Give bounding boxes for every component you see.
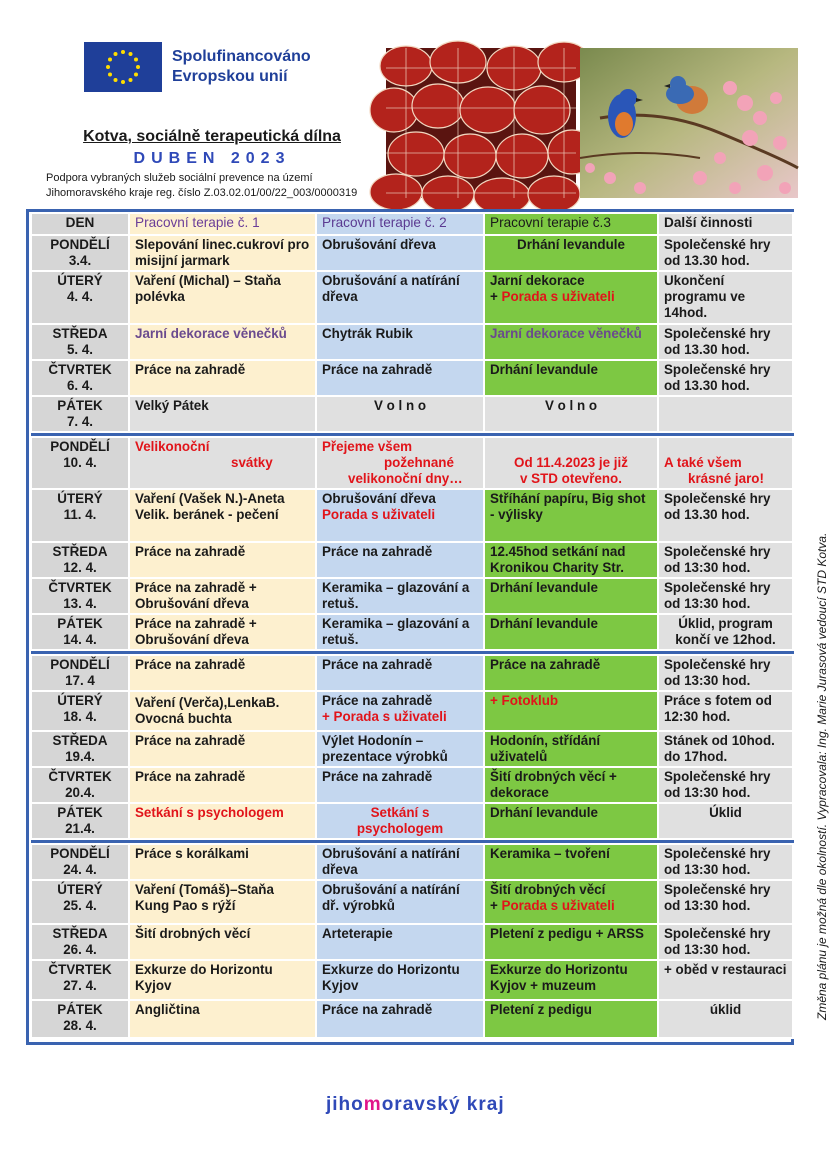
table-row — [31, 844, 793, 880]
other-cell: Společenské hry od 13.30 hod. — [658, 489, 793, 542]
other-cell: Společenské hry od 13:30 hod. — [658, 844, 793, 880]
therapy3-cell: Drhání levandule — [484, 803, 658, 839]
other-cell: Společenské hry od 13:30 hod. — [658, 542, 793, 578]
therapy3-cell: Od 11.4.2023 je již v STD otevřeno. — [484, 437, 658, 489]
therapy2-cell: Arteterapie — [316, 924, 484, 960]
header-row — [31, 213, 793, 235]
header-therapy3: Pracovní terapie č.3 — [484, 213, 658, 235]
table-row — [31, 437, 793, 489]
therapy1-cell: Jarní dekorace věnečků — [129, 324, 316, 360]
therapy1-cell: Práce na zahradě — [129, 655, 316, 691]
table-row — [31, 655, 793, 691]
side-note — [800, 388, 829, 1020]
therapy3-cell: Hodonín, střídání uživatelů — [484, 731, 658, 767]
table-row — [31, 880, 793, 924]
therapy1-cell: Vaření (Verča),LenkaB. Ovocná buchta — [129, 691, 316, 731]
therapy2-cell: Exkurze do Horizontu Kyjov — [316, 960, 484, 1000]
therapy3-cell: Drhání levandule — [484, 360, 658, 396]
therapy2-cell: Keramika – glazování a retuš. — [316, 578, 484, 614]
day-cell: PÁTEK 7. 4. — [31, 396, 129, 432]
therapy1-cell: Vaření (Vašek N.)-Aneta Velik. beránek - pečení — [129, 489, 316, 542]
therapy2-cell: Práce na zahradě — [316, 655, 484, 691]
therapy1-cell: Angličtina — [129, 1000, 316, 1038]
day-cell: STŘEDA 12. 4. — [31, 542, 129, 578]
therapy1-cell: Práce s korálkami — [129, 844, 316, 880]
day-cell: STŘEDA 26. 4. — [31, 924, 129, 960]
therapy2-cell: Přejeme všem požehnané velikonoční dny… — [316, 437, 484, 489]
therapy2-cell: Obrušování a natírání dřeva — [316, 271, 484, 324]
other-cell: Společenské hry od 13.30 hod. — [658, 360, 793, 396]
month-title: DUBEN 2023 — [133, 150, 291, 167]
table-row — [31, 235, 793, 271]
other-cell: Společenské hry od 13:30 hod. — [658, 880, 793, 924]
therapy1-cell: Velký Pátek — [129, 396, 316, 432]
therapy3-cell: Práce na zahradě — [484, 655, 658, 691]
page-title: Kotva, sociálně terapeutická dílna — [83, 128, 341, 145]
day-cell: ČTVRTEK 20.4. — [31, 767, 129, 803]
other-cell: Ukončení programu ve 14hod. — [658, 271, 793, 324]
project-description-line2: Jihomoravského kraje reg. číslo Z.03.02.01/00/22_003/0000319 — [46, 187, 358, 199]
therapy1-cell: Vaření (Tomáš)–Staňa Kung Pao s rýží — [129, 880, 316, 924]
therapy2-cell: Práce na zahradě — [316, 767, 484, 803]
therapy2-cell: Obrušování dřeva Porada s uživateli — [316, 489, 484, 542]
day-cell: STŘEDA 5. 4. — [31, 324, 129, 360]
meeting-note: + Porada s uživateli — [322, 709, 447, 724]
table-row — [31, 960, 793, 1000]
day-cell: ÚTERÝ 4. 4. — [31, 271, 129, 324]
therapy2-cell: Práce na zahradě — [316, 542, 484, 578]
therapy2-cell: Chytrák Rubik — [316, 324, 484, 360]
therapy2-cell: Obrušování a natírání dřeva — [316, 844, 484, 880]
therapy2-cell: Keramika – glazování a retuš. — [316, 614, 484, 650]
day-cell: PONDĚLÍ 3.4. — [31, 235, 129, 271]
other-cell — [658, 396, 793, 432]
jmk-region-logo: jihomoravský kraj — [326, 1094, 505, 1115]
eu-line1: Spolufinancováno — [172, 48, 311, 65]
therapy3-cell: Šití drobných věcí + Porada s uživateli — [484, 880, 658, 924]
day-cell: ČTVRTEK 27. 4. — [31, 960, 129, 1000]
therapy1-cell: Vaření (Michal) – Staňa polévka — [129, 271, 316, 324]
therapy1-cell: Slepování linec.cukroví pro misijní jarmark — [129, 235, 316, 271]
other-cell: + oběd v restauraci — [658, 960, 793, 1000]
other-cell: Společenské hry od 13.30 hod. — [658, 235, 793, 271]
day-cell: ČTVRTEK 13. 4. — [31, 578, 129, 614]
therapy3-cell: V o l n o — [484, 396, 658, 432]
project-description-line1: Podpora vybraných služeb sociální prevence na území — [46, 172, 313, 184]
therapy2-cell: V o l n o — [316, 396, 484, 432]
table-row — [31, 731, 793, 767]
other-cell: Společenské hry od 13:30 hod. — [658, 655, 793, 691]
therapy1-cell: Práce na zahradě — [129, 542, 316, 578]
other-cell: Úklid, program končí ve 12hod. — [658, 614, 793, 650]
therapy3-cell: + Fotoklub — [484, 691, 658, 731]
therapy2-cell: Práce na zahradě + Porada s uživateli — [316, 691, 484, 731]
therapy3-cell: Jarní dekorace věnečků — [484, 324, 658, 360]
day-cell: PÁTEK 28. 4. — [31, 1000, 129, 1038]
therapy3-cell: Pletení z pedigu — [484, 1000, 658, 1038]
table-row — [31, 324, 793, 360]
other-cell: úklid — [658, 1000, 793, 1038]
header-other: Další činnosti — [658, 213, 793, 235]
day-cell: STŘEDA 19.4. — [31, 731, 129, 767]
table-row — [31, 578, 793, 614]
therapy1-cell: Práce na zahradě — [129, 767, 316, 803]
other-cell: Práce s fotem od 12:30 hod. — [658, 691, 793, 731]
eu-cofunded-logo — [84, 40, 324, 94]
therapy3-cell: 12.45hod setkání nad Kronikou Charity Str. — [484, 542, 658, 578]
table-row — [31, 542, 793, 578]
bluebirds-blossom-image — [580, 48, 798, 198]
other-cell: Stánek od 10hod. do 17hod. — [658, 731, 793, 767]
therapy1-cell: Práce na zahradě + Obrušování dřeva — [129, 578, 316, 614]
table-row — [31, 489, 793, 542]
therapy3-cell: Drhání levandule — [484, 578, 658, 614]
therapy1-cell: Práce na zahradě — [129, 731, 316, 767]
other-cell: Společenské hry od 13:30 hod. — [658, 924, 793, 960]
therapy1-cell: Exkurze do Horizontu Kyjov — [129, 960, 316, 1000]
other-cell: Společenské hry od 13.30 hod. — [658, 324, 793, 360]
table-row — [31, 396, 793, 432]
therapy1-cell: Setkání s psychologem — [129, 803, 316, 839]
day-cell: PÁTEK 14. 4. — [31, 614, 129, 650]
side-note-text: Změna plánu je možná dle okolností. Vypracovala: Ing. Marie Jurasová vedoucí STD Kotva. — [815, 532, 829, 1020]
header-day: DEN — [31, 213, 129, 235]
eu-flag-icon — [84, 42, 162, 92]
table-row — [31, 614, 793, 650]
table-row — [31, 924, 793, 960]
therapy3-cell: Šití drobných věcí + dekorace — [484, 767, 658, 803]
day-cell: ÚTERÝ 18. 4. — [31, 691, 129, 731]
table-row — [31, 271, 793, 324]
day-cell: PONDĚLÍ 10. 4. — [31, 437, 129, 489]
header-therapy1: Pracovní terapie č. 1 — [129, 213, 316, 235]
table-row — [31, 1000, 793, 1038]
meeting-note: Porada s uživateli — [322, 507, 436, 522]
table-row — [31, 360, 793, 396]
therapy1-cell: Velikonoční svátky — [129, 437, 316, 489]
therapy2-cell: Obrušování dřeva — [316, 235, 484, 271]
eu-line2: Evropskou unií — [172, 68, 288, 85]
therapy3-cell: Stříhání papíru, Big shot - výlisky — [484, 489, 658, 542]
schedule-table — [30, 212, 794, 1039]
day-cell: PONDĚLÍ 17. 4 — [31, 655, 129, 691]
meeting-note: Porada s uživateli — [501, 898, 615, 913]
table-row — [31, 691, 793, 731]
therapy2-cell: Výlet Hodonín – prezentace výrobků — [316, 731, 484, 767]
other-cell: Společenské hry od 13:30 hod. — [658, 578, 793, 614]
table-row — [31, 803, 793, 839]
therapy2-cell: Setkání s psychologem — [316, 803, 484, 839]
therapy3-cell: Jarní dekorace + Porada s uživateli — [484, 271, 658, 324]
therapy2-cell: Práce na zahradě — [316, 360, 484, 396]
meeting-note: Porada s uživateli — [501, 289, 615, 304]
other-cell: Společenské hry od 13:30 hod. — [658, 767, 793, 803]
day-cell: PONDĚLÍ 24. 4. — [31, 844, 129, 880]
easter-eggs-image — [386, 48, 576, 198]
header-therapy2: Pracovní terapie č. 2 — [316, 213, 484, 235]
therapy1-cell: Práce na zahradě — [129, 360, 316, 396]
therapy1-cell: Práce na zahradě + Obrušování dřeva — [129, 614, 316, 650]
other-cell: Úklid — [658, 803, 793, 839]
therapy3-cell: Drhání levandule — [484, 614, 658, 650]
therapy2-cell: Obrušování a natírání dř. výrobků — [316, 880, 484, 924]
day-cell: ÚTERÝ 25. 4. — [31, 880, 129, 924]
therapy3-cell: Exkurze do Horizontu Kyjov + muzeum — [484, 960, 658, 1000]
day-cell: ČTVRTEK 6. 4. — [31, 360, 129, 396]
therapy2-cell: Práce na zahradě — [316, 1000, 484, 1038]
therapy3-cell: Keramika – tvoření — [484, 844, 658, 880]
table-row — [31, 767, 793, 803]
other-cell: A také všem krásné jaro! — [658, 437, 793, 489]
day-cell: PÁTEK 21.4. — [31, 803, 129, 839]
therapy1-cell: Šití drobných věcí — [129, 924, 316, 960]
therapy3-cell: Pletení z pedigu + ARSS — [484, 924, 658, 960]
day-cell: ÚTERÝ 11. 4. — [31, 489, 129, 542]
therapy3-cell: Drhání levandule — [484, 235, 658, 271]
